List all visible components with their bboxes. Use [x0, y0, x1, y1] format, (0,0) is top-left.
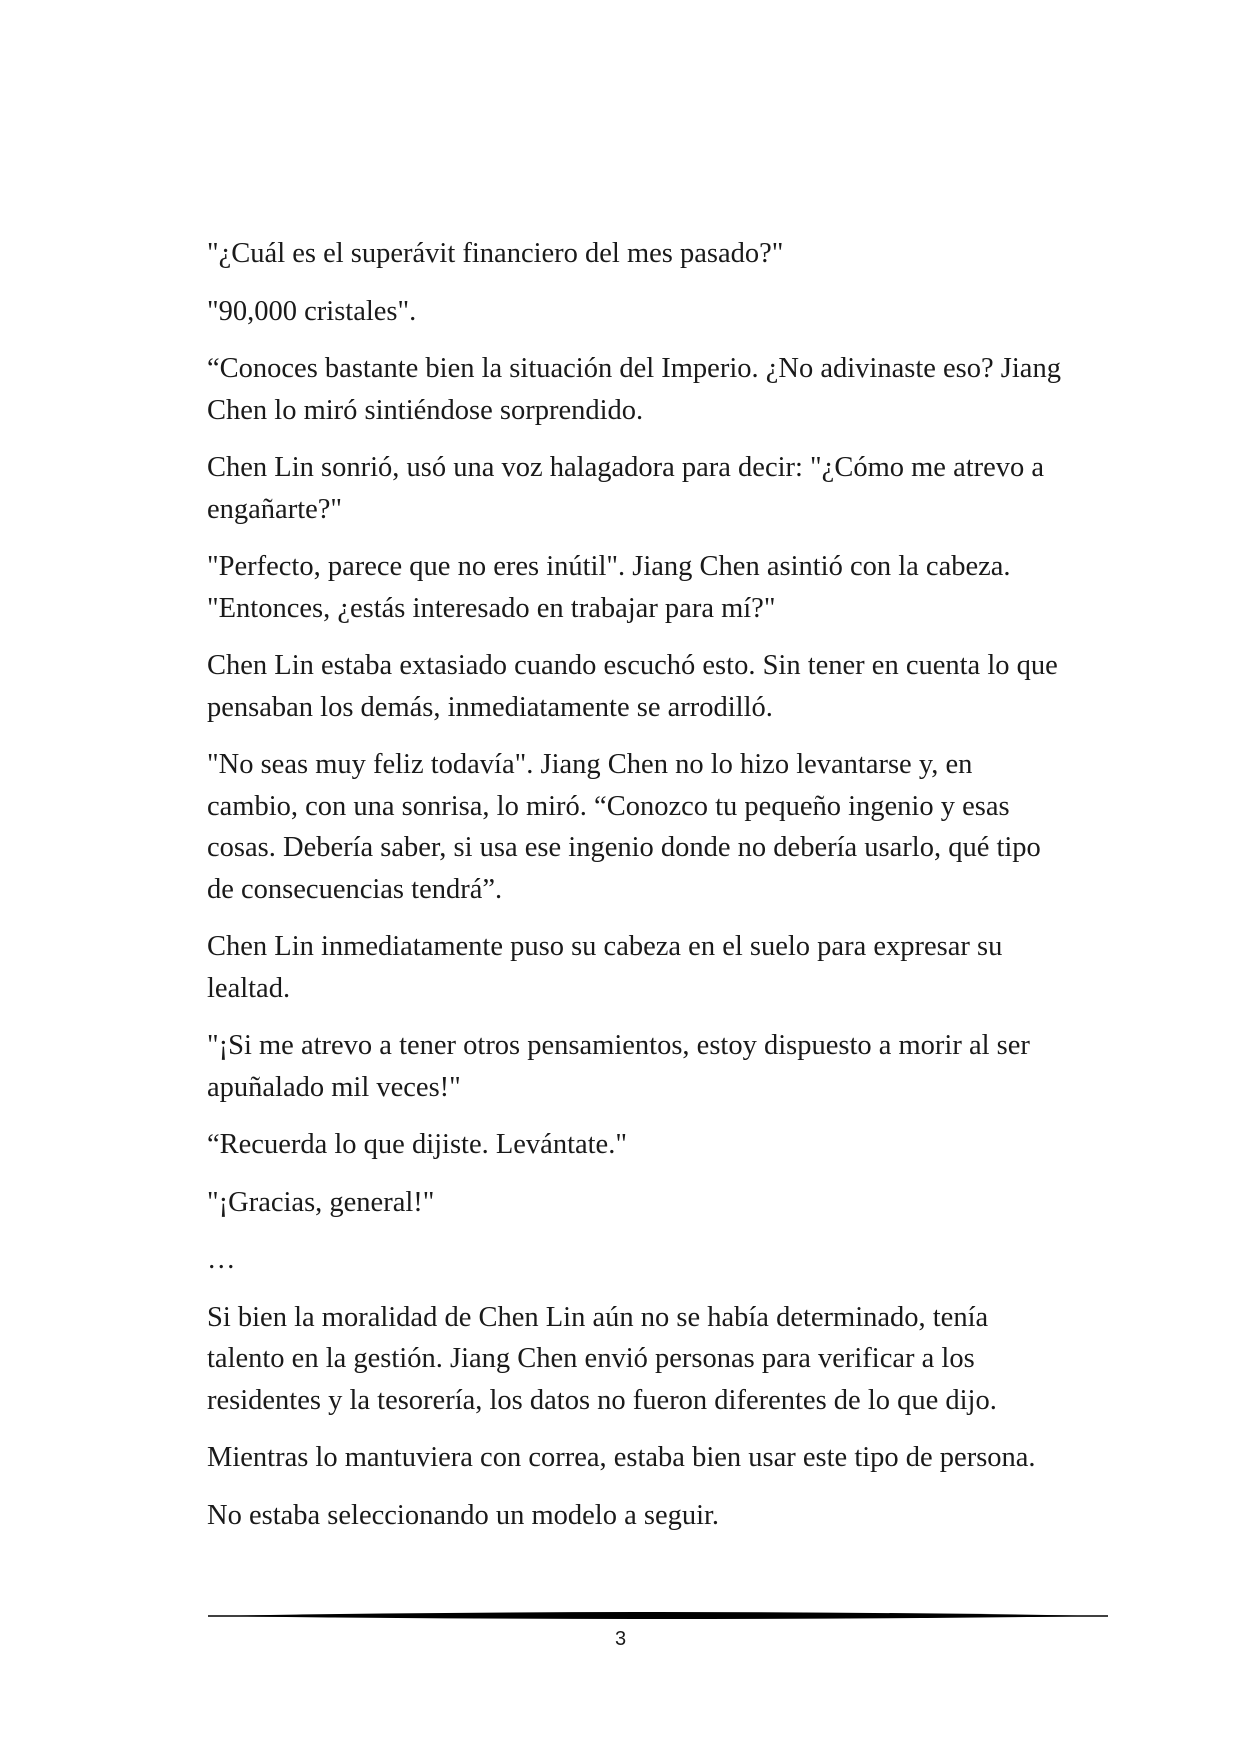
paragraph: "90,000 cristales".	[207, 295, 417, 327]
paragraph: Chen Lin inmediatamente puso su cabeza en el suelo para expresar su lealtad.	[207, 931, 1003, 1004]
paragraph: "No seas muy feliz todavía". Jiang Chen no lo hizo levantarse y, en cambio, con una sonrisa, lo miró. “Conozco tu pequeño ingenio y esas cosas. Debería saber, si usa ese ingenio donde no debería usarlo, qué tipo de consecuencias tendrá”.	[207, 749, 1041, 905]
footer-divider	[208, 1610, 1108, 1622]
paragraph: "¡Gracias, general!"	[207, 1186, 435, 1218]
page-number: 3	[614, 1628, 627, 1650]
paragraph: Chen Lin sonrió, usó una voz halagadora para decir: "¿Cómo me atrevo a engañarte?"	[207, 452, 1045, 525]
paragraph: Mientras lo mantuviera con correa, estaba bien usar este tipo de persona.	[207, 1442, 1036, 1473]
body-text	[207, 233, 1067, 1552]
paragraph: Chen Lin estaba extasiado cuando escuchó esto. Sin tener en cuenta lo que pensaban los demás, inmediatamente se arrodilló.	[207, 650, 1058, 723]
paragraph: No estaba seleccionando un modelo a seguir.	[207, 1499, 720, 1531]
paragraph: "Perfecto, parece que no eres inútil". Jiang Chen asintió con la cabeza. "Entonces, ¿estás interesado en trabajar para mí?"	[207, 551, 1011, 624]
paragraph: "¿Cuál es el superávit financiero del mes pasado?"	[207, 238, 784, 269]
paragraph: …	[207, 1244, 236, 1275]
paragraph: "¡Si me atrevo a tener otros pensamientos, estoy dispuesto a morir al ser apuñalado mil veces!"	[207, 1030, 1030, 1103]
paragraph: “Conoces bastante bien la situación del Imperio. ¿No adivinaste eso? Jiang Chen lo miró sintiéndose sorprendido.	[207, 353, 1061, 426]
paragraph: Si bien la moralidad de Chen Lin aún no se había determinado, tenía talento en la gestión. Jiang Chen envió personas para verificar a los residentes y la tesorería, los datos no fueron diferentes de lo que dijo.	[207, 1301, 997, 1416]
paragraph: “Recuerda lo que dijiste. Levántate."	[207, 1129, 627, 1160]
